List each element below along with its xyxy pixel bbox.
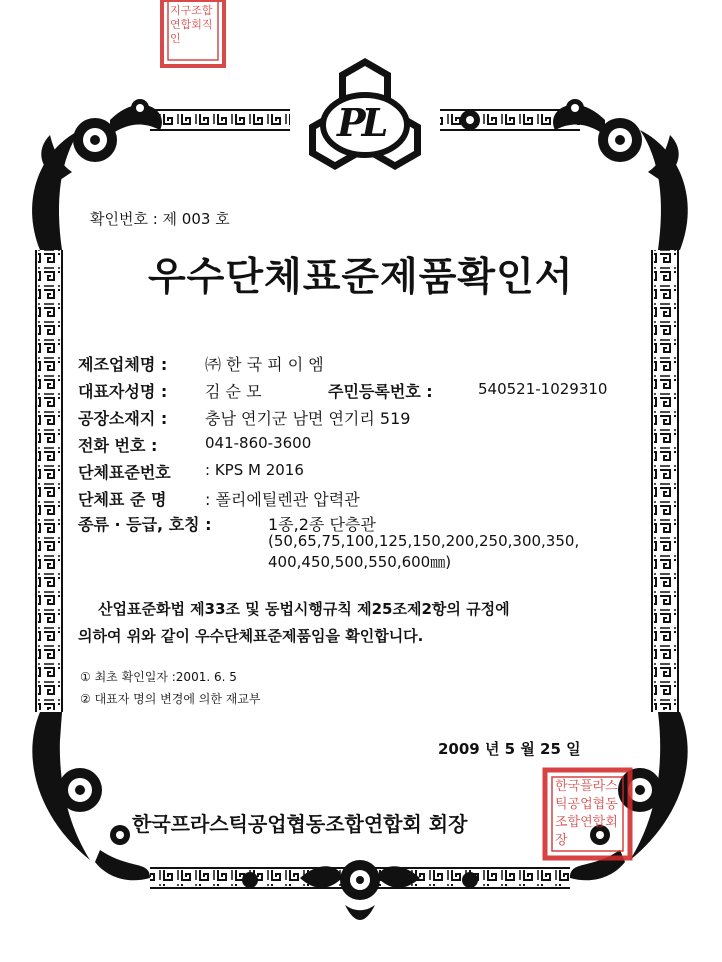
representative-label: 대표자성명 : (78, 382, 168, 401)
company-value: ㈜ 한 국 피 이 엠 (205, 355, 324, 374)
types-label: 종류 · 등급, 호칭 : (78, 515, 212, 534)
sizes-line-1: (50,65,75,100,125,150,200,250,300,350, (268, 532, 580, 550)
statement-line-2: 의하여 위와 같이 우수단체표준제품임을 확인합니다. (78, 627, 424, 645)
corner-ornament-bottom-left (32, 712, 150, 880)
left-meander-band (38, 250, 60, 710)
issue-date: 2009 년 5 월 25 일 (438, 740, 581, 758)
issuer-name: 한국프라스틱공업협동조합연합회 회장 (132, 812, 468, 836)
factory-label: 공장소재지 : (78, 409, 168, 428)
sizes-line-2: 400,450,500,550,600㎜) (268, 553, 452, 571)
phone-label: 전화 번호 : (78, 436, 158, 455)
confirmation-number: 확인번호 : 제 003 호 (90, 210, 230, 228)
company-label: 제조업체명 : (78, 355, 168, 374)
resident-number-value: 540521-1029310 (478, 380, 608, 398)
statement-line-1: 산업표준화법 제33조 및 동법시행규칙 제25조제2항의 규정에 (98, 600, 510, 618)
top-left-band (150, 112, 290, 128)
right-meander-band (654, 250, 676, 710)
standard-number-value: : KPS M 2016 (205, 461, 304, 479)
representative-value: 김 순 모 (205, 382, 262, 401)
logo-monogram: PL (337, 100, 385, 145)
standard-name-label: 단체표 준 명 (78, 490, 167, 509)
note-reissue: ② 대표자 명의 변경에 의한 재교부 (80, 692, 261, 706)
resident-number-label: 주민등록번호 : (328, 382, 433, 401)
seal-text: 한국플라스틱공업협동조합연합회장 (555, 779, 618, 848)
certificate-title: 우수단체표준제품확인서 (148, 255, 574, 300)
note-first-confirmation: ① 최초 확인일자 :2001. 6. 5 (80, 670, 237, 684)
top-stamp-text: 지구조합연합회직인 (170, 4, 213, 45)
factory-value: 충남 연기군 남면 연기리 519 (205, 409, 411, 428)
types-value: 1종,2종 단층관 (268, 515, 376, 534)
standard-name-value: : 폴리에틸렌관 압력관 (205, 490, 360, 509)
standard-number-label: 단체표준번호 (78, 463, 171, 482)
phone-value: 041-860-3600 (205, 434, 312, 452)
